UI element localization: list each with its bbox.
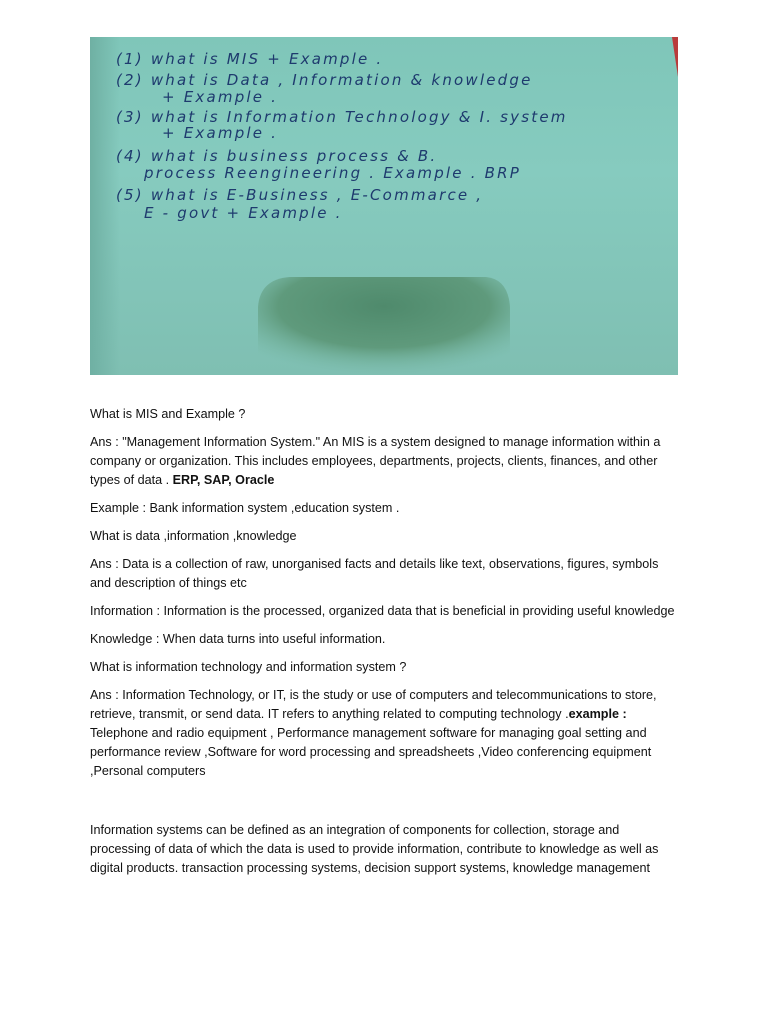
- example-mis: Example : Bank information system ,education system .: [90, 501, 400, 515]
- phone-shadow: [258, 277, 510, 375]
- photo-corner-red: [672, 37, 678, 77]
- answer-it: [90, 686, 680, 781]
- definition-information: Information : Information is the processed, organized data that is beneficial in providing useful knowledge: [90, 604, 675, 618]
- answer-mis: [90, 433, 680, 490]
- question-mis: What is MIS and Example ?: [90, 407, 246, 421]
- answer-it-example-label: example :: [568, 707, 627, 721]
- question-data: What is data ,information ,knowledge: [90, 529, 297, 543]
- handwritten-notes-photo: [90, 37, 678, 375]
- handwritten-line-6: (4) what is business process & B.: [116, 147, 438, 165]
- handwritten-line-7: process Reengineering . Example . BRP: [144, 164, 521, 182]
- answer-it-text: Ans : Information Technology, or IT, is the study or use of computers and telecommunications to store, retrieve, transmit, or send data. IT refers to anything related to computing technology .: [90, 688, 657, 721]
- answer-mis-text: Ans : "Management Information System." An MIS is a system designed to manage information within a company or organization. This includes employees, departments, projects, clients, finances, and other types of data .: [90, 435, 661, 487]
- handwritten-line-9: E - govt + Example .: [144, 204, 343, 222]
- answer-it-examples: Telephone and radio equipment , Performance management software for managing goal setting and performance review ,Software for word processing and spreadsheets ,Video conferencing equipment ,Personal computers: [90, 726, 652, 778]
- definition-knowledge: Knowledge : When data turns into useful information.: [90, 632, 386, 646]
- document-body: [90, 405, 680, 887]
- answer-data: Ans : Data is a collection of raw, unorganised facts and details like text, observations, figures, symbols and description of things etc: [90, 557, 659, 590]
- handwritten-line-4: (3) what is Information Technology & I. system: [116, 108, 568, 126]
- handwritten-line-1: (1) what is MIS + Example .: [116, 50, 384, 68]
- handwritten-notes-drawing: [90, 37, 678, 375]
- question-it: What is information technology and information system ?: [90, 660, 407, 674]
- definition-information-systems: Information systems can be defined as an integration of components for collection, storage and processing of data of which the data is used to provide information, contribute to knowledge as well as digital products. transaction processing systems, decision support systems, knowledge management: [90, 823, 659, 875]
- handwritten-line-3: + Example .: [162, 88, 279, 106]
- handwritten-line-2: (2) what is Data , Information & knowledge: [116, 71, 533, 89]
- answer-mis-examples: ERP, SAP, Oracle: [172, 473, 275, 487]
- handwritten-line-8: (5) what is E-Business , E-Commarce ,: [116, 186, 484, 204]
- handwritten-line-5: + Example .: [162, 124, 279, 142]
